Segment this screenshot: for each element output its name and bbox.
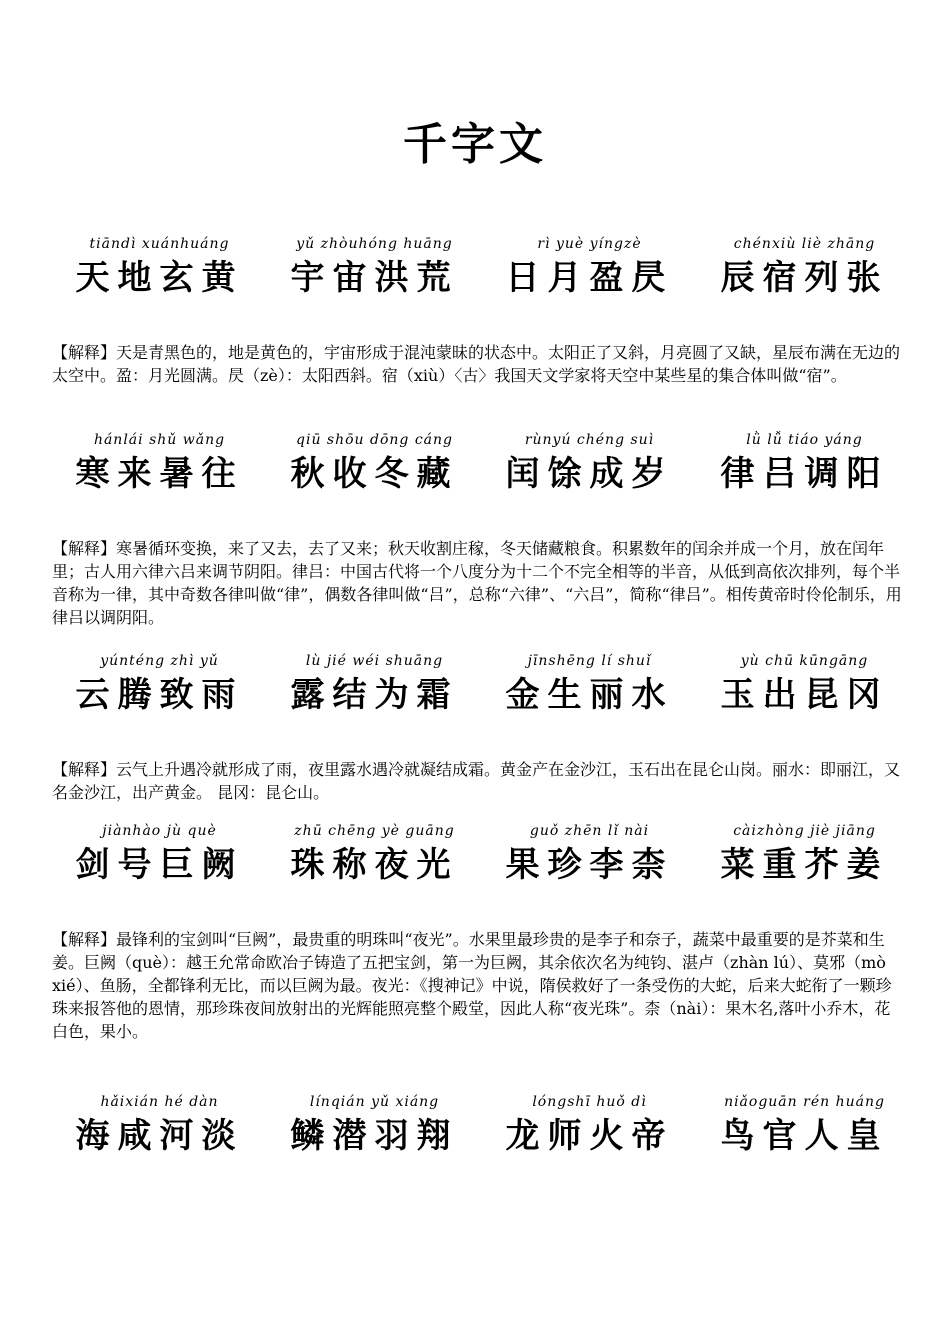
verse-chars: 珠称夜光 bbox=[290, 845, 459, 885]
verse-group bbox=[267, 233, 482, 301]
verse-chars: 日月盈昃 bbox=[505, 258, 674, 298]
verse-chars: 金生丽水 bbox=[505, 675, 674, 715]
pinyin: jiànhào jù què bbox=[102, 823, 217, 839]
verse-chars: 玉出昆冈 bbox=[720, 675, 889, 715]
verse-chars: 辰宿列张 bbox=[720, 258, 889, 298]
verse-group bbox=[697, 1091, 912, 1159]
pinyin: línqián yǔ xiáng bbox=[309, 1094, 440, 1110]
pinyin: yǔ zhòuhóng huāng bbox=[296, 236, 453, 252]
verse-row bbox=[52, 820, 912, 890]
pinyin: zhū chēng yè guāng bbox=[294, 823, 455, 839]
verse-chars: 海咸河淡 bbox=[75, 1116, 244, 1156]
pinyin: jīnshēng lí shuǐ bbox=[527, 653, 652, 669]
explanation: 【解释】天是青黑色的，地是黄色的，宇宙形成于混沌蒙昧的状态中。太阳正了又斜，月亮圆了又缺，星辰布满在无边的太空中。盈：月光圆满。昃（zè）：太阳西斜。宿（xiù）〈古〉我国天文学家将天空中某些星的集合体叫做“宿”。 bbox=[52, 343, 901, 385]
explanation: 【解释】最锋利的宝剑叫“巨阙”，最贵重的明珠叫“夜光”。水果里最珍贵的是李子和奈子，蔬菜中最重要的是芥菜和生姜。巨阙（què）：越王允常命欧冶子铸造了五把宝剑，第一为巨阙，其余依次名为纯钧、湛卢（zhàn lú）、莫邪（mò xié）、鱼肠，全都锋利无比，而以巨阙为最。夜光：《搜神记》中说，隋侯救好了一条受伤的大蛇，后来大蛇衔了一颗珍珠来报答他的恩情，那珍珠夜间放射出的光辉能照亮整个殿堂，因此人称“夜光珠”。柰（nài）：果木名,落叶小乔木，花白色，果小。 bbox=[52, 930, 892, 1041]
verse-chars: 寒来暑往 bbox=[75, 454, 244, 494]
verse-chars: 露结为霜 bbox=[290, 675, 459, 715]
verse-chars: 宇宙洪荒 bbox=[290, 258, 459, 298]
verse-group bbox=[52, 650, 267, 718]
verse-chars: 秋收冬藏 bbox=[290, 454, 459, 494]
pinyin: chénxiù liè zhāng bbox=[733, 236, 876, 252]
verse-group bbox=[482, 429, 697, 497]
verse-group bbox=[482, 233, 697, 301]
explanation: 【解释】云气上升遇冷就形成了雨，夜里露水遇冷就凝结成霜。黄金产在金沙江，玉石出在昆仑山岗。丽水：即丽江，又名金沙江，出产黄金。 昆冈：昆仑山。 bbox=[52, 760, 901, 802]
verse-row bbox=[52, 650, 912, 720]
verse-group bbox=[697, 233, 912, 301]
verse-group bbox=[52, 1091, 267, 1159]
verse-group bbox=[52, 820, 267, 888]
pinyin: rùnyú chéng suì bbox=[524, 432, 655, 448]
verse-group bbox=[482, 650, 697, 718]
verse-group bbox=[267, 1091, 482, 1159]
verse-group bbox=[697, 650, 912, 718]
verse-chars: 鸟官人皇 bbox=[720, 1116, 889, 1156]
verse-group bbox=[52, 233, 267, 301]
pinyin: càizhòng jiè jiāng bbox=[733, 823, 876, 839]
verse-chars: 律吕调阳 bbox=[720, 454, 889, 494]
pinyin: yúnténg zhì yǔ bbox=[100, 653, 219, 669]
pinyin: guǒ zhēn lǐ nài bbox=[529, 823, 650, 839]
verse-chars: 菜重芥姜 bbox=[720, 845, 889, 885]
verse-group bbox=[482, 820, 697, 888]
verse-chars: 云腾致雨 bbox=[75, 675, 244, 715]
verse-chars: 鳞潜羽翔 bbox=[290, 1116, 459, 1156]
verse-group bbox=[482, 1091, 697, 1159]
pinyin: yù chū kūngāng bbox=[740, 653, 869, 669]
verse-group bbox=[267, 650, 482, 718]
verse-row bbox=[52, 233, 912, 303]
verse-row bbox=[52, 429, 912, 499]
pinyin: lǜ lǚ tiáo yáng bbox=[746, 432, 863, 448]
verse-chars: 果珍李柰 bbox=[505, 845, 674, 885]
verse-row bbox=[52, 1091, 912, 1161]
pinyin: tiāndì xuánhuáng bbox=[89, 236, 230, 252]
verse-chars: 龙师火帝 bbox=[505, 1116, 674, 1156]
pinyin: hǎixián hé dàn bbox=[100, 1094, 219, 1110]
verse-chars: 闰馀成岁 bbox=[505, 454, 674, 494]
explanation: 【解释】寒暑循环变换，来了又去，去了又来；秋天收割庄稼，冬天储藏粮食。积累数年的闰余并成一个月，放在闰年里；古人用六律六吕来调节阴阳。律吕：中国古代将一个八度分为十二个不完全相等的半音，从低到高依次排列，每个半音称为一律，其中奇数各律叫做“律”，偶数各律叫做“吕”，总称“六律”、“六吕”，简称“律吕”。相传黄帝时伶伦制乐，用律吕以调阴阳。 bbox=[52, 539, 902, 627]
pinyin: lóngshī huǒ dì bbox=[532, 1094, 647, 1110]
verse-group bbox=[697, 429, 912, 497]
pinyin: rì yuè yíngzè bbox=[537, 236, 642, 252]
pinyin: lù jié wéi shuāng bbox=[305, 653, 444, 669]
pinyin: qiū shōu dōng cáng bbox=[296, 432, 453, 448]
page-title: 千字文 bbox=[403, 119, 547, 170]
verse-chars: 剑号巨阙 bbox=[75, 845, 244, 885]
verse-group bbox=[267, 820, 482, 888]
verse-chars: 天地玄黄 bbox=[75, 258, 244, 298]
pinyin: hánlái shǔ wǎng bbox=[93, 432, 226, 448]
pinyin: niǎoguān rén huáng bbox=[724, 1094, 885, 1110]
verse-group bbox=[697, 820, 912, 888]
verse-group bbox=[267, 429, 482, 497]
verse-group bbox=[52, 429, 267, 497]
